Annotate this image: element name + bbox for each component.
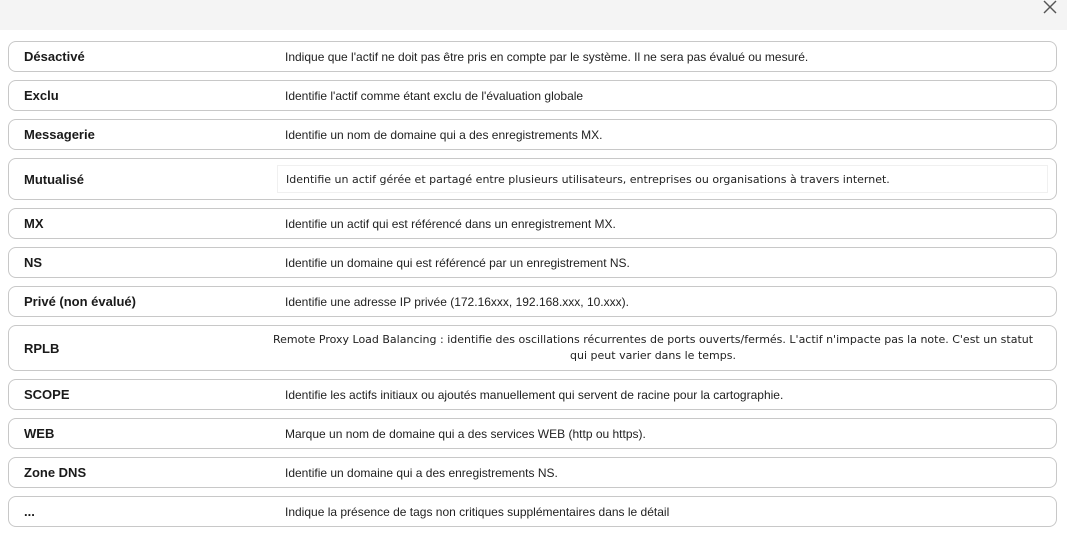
tag-name: SCOPE [24,387,70,402]
tag-description: Identifie un domaine qui est référencé par un enregistrement NS. [285,255,630,270]
tag-row-rplb [8,325,1057,371]
tag-name: Privé (non évalué) [24,294,136,309]
tag-description: Identifie un nom de domaine qui a des enregistrements MX. [285,127,603,142]
tag-row-prive [8,286,1057,317]
dialog-header [0,0,1067,30]
tag-name: Zone DNS [24,465,87,480]
tag-description: Identifie une adresse IP privée (172.16xxx, 192.168.xxx, 10.xxx). [285,294,629,309]
tag-row-desactive [8,41,1057,72]
tag-legend-list [8,41,1057,535]
tag-row-web [8,418,1057,449]
tag-name: Désactivé [24,49,85,64]
close-icon [1039,0,1061,14]
tag-description: Indique la présence de tags non critiques supplémentaires dans le détail [285,504,670,519]
tag-row-scope [8,379,1057,410]
tag-name: WEB [24,426,55,441]
tag-name: MX [24,216,44,231]
tag-description: Identifie l'actif comme étant exclu de l'évaluation globale [285,88,584,103]
tag-name: ... [24,504,35,519]
tag-description: Indique que l'actif ne doit pas être pris en compte par le système. Il ne sera pas évalué ou mesuré. [285,49,809,64]
tag-name: NS [24,255,43,270]
tag-row-more [8,496,1057,527]
tag-description: Identifie un actif qui est référencé dans un enregistrement MX. [285,216,616,231]
tag-description: Remote Proxy Load Balancing : identifie des oscillations récurrentes de ports ouverts/fermés. L'actif n'impacte pas la note. C'est un statut qui peut varier dans le temps. [259,330,1047,366]
tag-row-exclu [8,80,1057,111]
tag-description: Identifie les actifs initiaux ou ajoutés manuellement qui servent de racine pour la cartographie. [285,387,784,402]
tag-name: Mutualisé [24,171,84,187]
tag-row-mutualise [8,158,1057,200]
tag-row-ns [8,247,1057,278]
tag-row-mx [8,208,1057,239]
tag-row-messagerie [8,119,1057,150]
tag-description: Identifie un actif gérée et partagé entre plusieurs utilisateurs, entreprises ou organisations à travers internet. [278,166,1047,192]
tag-description: Marque un nom de domaine qui a des services WEB (http ou https). [285,426,646,441]
tag-name: RPLB [24,340,60,356]
tag-name: Messagerie [24,127,95,142]
tag-name: Exclu [24,88,59,103]
tag-row-zone-dns [8,457,1057,488]
tag-description: Identifie un domaine qui a des enregistrements NS. [285,465,558,480]
close-button[interactable] [1039,0,1061,14]
